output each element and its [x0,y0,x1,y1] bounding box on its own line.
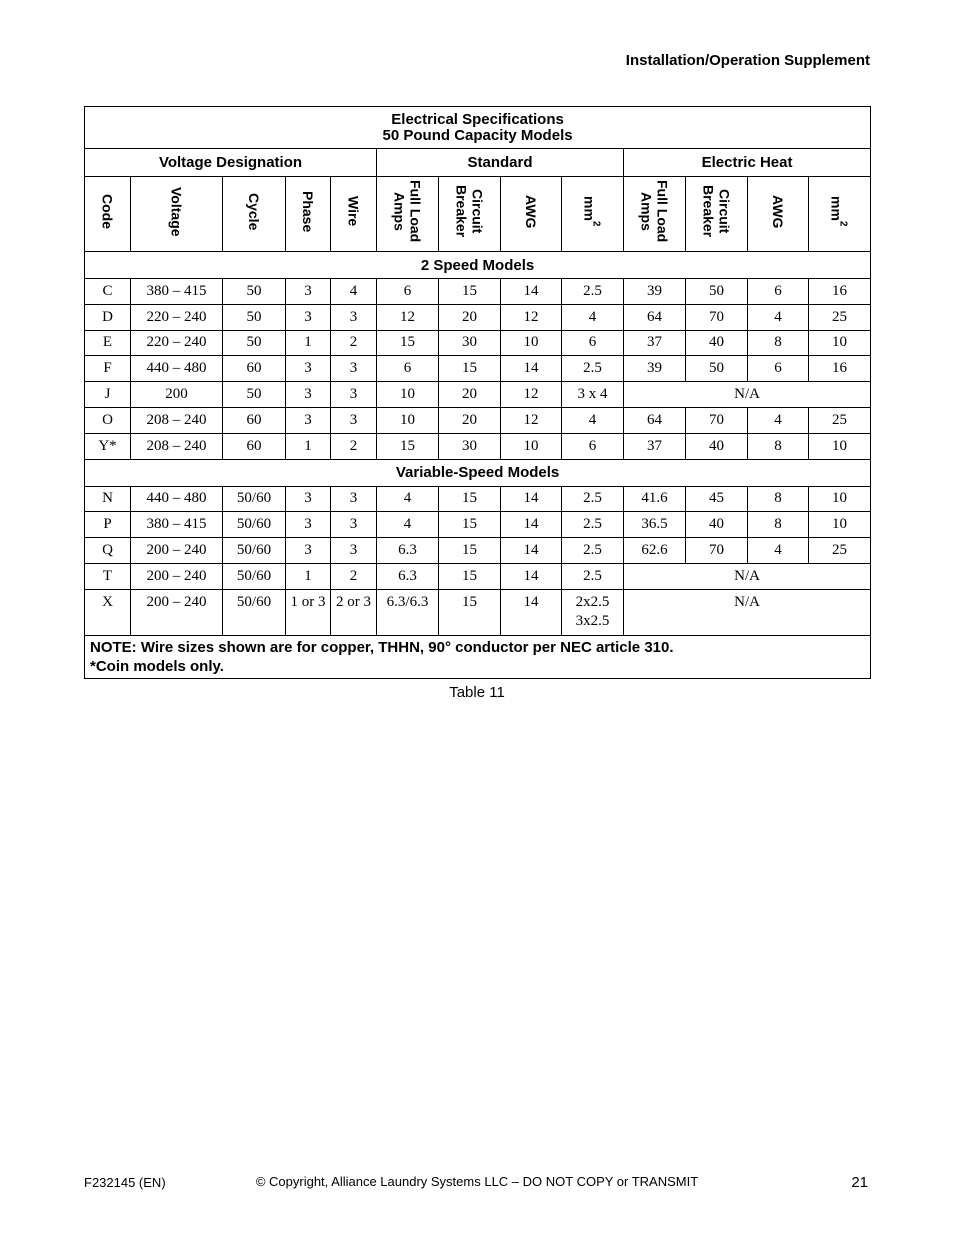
cell-wire: 3 [331,382,377,408]
cell-eh-awg: 6 [748,279,809,305]
cell-cycle: 50 [223,382,286,408]
col-header-cycle: Cycle [223,177,286,252]
cell-phase: 3 [286,486,331,512]
cell-electric-heat-na: N/A [624,589,871,635]
cell-std-circuit-breaker: 20 [439,407,501,433]
cell-std-full-load-amps: 6.3 [377,563,439,589]
cell-eh-mm2: 10 [809,330,871,356]
cell-voltage: 208 – 240 [131,433,223,459]
col-header-eh-awg: AWG [748,177,809,252]
table-caption: Table 11 [449,684,505,701]
cell-eh-awg: 8 [748,486,809,512]
col-header-eh-mm2: $mm^2$ [809,177,871,252]
cell-voltage: 440 – 480 [131,486,223,512]
section-row-two-speed [85,252,871,279]
cell-code: Q [85,538,131,564]
col-header-eh-full-load-amps: Full Load Amps [624,177,686,252]
note-row [85,635,871,678]
cell-std-awg: 14 [501,538,562,564]
cell-eh-circuit-breaker: 40 [686,330,748,356]
cell-cycle: 50/60 [223,538,286,564]
cell-code: P [85,512,131,538]
cell-eh-mm2: 25 [809,538,871,564]
cell-std-circuit-breaker: 15 [439,356,501,382]
cell-voltage: 380 – 415 [131,512,223,538]
cell-std-full-load-amps: 6 [377,279,439,305]
section-variable-speed-models: Variable-Speed Models [85,459,871,486]
cell-eh-circuit-breaker: 40 [686,512,748,538]
cell-voltage: 200 – 240 [131,563,223,589]
cell-eh-full-load-amps: 62.6 [624,538,686,564]
cell-std-awg: 14 [501,589,562,635]
table-title-line-2: 50 Pound Capacity Models [382,126,573,144]
cell-std-circuit-breaker: 15 [439,279,501,305]
table-row [85,382,871,408]
cell-voltage: 440 – 480 [131,356,223,382]
table-row [85,356,871,382]
cell-eh-circuit-breaker: 40 [686,433,748,459]
section-row-variable-speed [85,459,871,486]
cell-electric-heat-na: N/A [624,382,871,408]
table-title-row [85,107,871,149]
table-row [85,304,871,330]
cell-eh-circuit-breaker: 50 [686,356,748,382]
cell-std-awg: 10 [501,330,562,356]
cell-phase: 3 [286,407,331,433]
cell-std-full-load-amps: 6.3/6.3 [377,589,439,635]
cell-eh-mm2: 10 [809,486,871,512]
cell-std-awg: 14 [501,279,562,305]
col-header-wire: Wire [331,177,377,252]
cell-eh-circuit-breaker: 50 [686,279,748,305]
cell-std-circuit-breaker: 20 [439,304,501,330]
cell-std-mm2: 6 [562,433,624,459]
table-row [85,512,871,538]
cell-eh-full-load-amps: 39 [624,356,686,382]
cell-eh-full-load-amps: 36.5 [624,512,686,538]
table-row [85,563,871,589]
cell-eh-full-load-amps: 37 [624,433,686,459]
table-row [85,279,871,305]
cell-std-mm2: 3 x 4 [562,382,624,408]
col-header-std-circuit-breaker: Circuit Breaker [439,177,501,252]
cell-code: F [85,356,131,382]
cell-eh-full-load-amps: 37 [624,330,686,356]
cell-std-awg: 14 [501,356,562,382]
note-line-1: NOTE: Wire sizes shown are for copper, THHN, 90° conductor per NEC article 310. [90,638,674,656]
footer-doc-id: F232145 (EN) [84,1175,166,1190]
cell-std-awg: 12 [501,304,562,330]
cell-phase: 3 [286,304,331,330]
cell-std-mm2-line-2: 3x2.5 [575,612,610,629]
cell-std-mm2: 2.5 [562,563,624,589]
cell-eh-awg: 8 [748,433,809,459]
cell-std-awg: 14 [501,563,562,589]
cell-std-full-load-amps: 12 [377,304,439,330]
cell-eh-circuit-breaker: 45 [686,486,748,512]
cell-wire: 3 [331,407,377,433]
table-title [85,107,871,149]
cell-std-mm2: 4 [562,407,624,433]
col-header-voltage: Voltage [131,177,223,252]
cell-std-full-load-amps: 6 [377,356,439,382]
footer-page-number: 21 [851,1174,868,1191]
cell-std-awg: 14 [501,512,562,538]
cell-cycle: 50 [223,279,286,305]
col-header-phase: Phase [286,177,331,252]
cell-eh-mm2: 10 [809,512,871,538]
cell-wire: 3 [331,486,377,512]
cell-code: T [85,563,131,589]
cell-std-mm2: 2.5 [562,356,624,382]
table-note [85,635,871,678]
cell-wire: 4 [331,279,377,305]
col-header-std-awg: AWG [501,177,562,252]
cell-wire: 2 [331,563,377,589]
cell-std-circuit-breaker: 30 [439,330,501,356]
cell-code: Y* [85,433,131,459]
cell-std-full-load-amps: 10 [377,407,439,433]
note-line-2: *Coin models only. [90,657,224,675]
cell-std-circuit-breaker: 20 [439,382,501,408]
table-row [85,330,871,356]
cell-cycle: 50 [223,304,286,330]
cell-eh-full-load-amps: 64 [624,407,686,433]
cell-eh-circuit-breaker: 70 [686,407,748,433]
cell-cycle: 60 [223,407,286,433]
cell-eh-mm2: 25 [809,407,871,433]
cell-wire: 3 [331,538,377,564]
cell-voltage: 220 – 240 [131,330,223,356]
cell-cycle: 60 [223,433,286,459]
cell-std-mm2: 2.5 [562,486,624,512]
cell-code: C [85,279,131,305]
cell-code: D [85,304,131,330]
col-header-eh-circuit-breaker: Circuit Breaker [686,177,748,252]
cell-std-full-load-amps: 15 [377,330,439,356]
table-title-line-1: Electrical Specifications [391,110,564,128]
cell-eh-full-load-amps: 39 [624,279,686,305]
cell-code: E [85,330,131,356]
cell-std-circuit-breaker: 15 [439,589,501,635]
cell-std-full-load-amps: 4 [377,486,439,512]
cell-std-circuit-breaker: 15 [439,538,501,564]
cell-wire: 3 [331,356,377,382]
cell-phase: 1 [286,563,331,589]
cell-std-circuit-breaker: 15 [439,512,501,538]
cell-std-mm2: 2.5 [562,279,624,305]
page-header-title: Installation/Operation Supplement [625,52,870,69]
table-row-x [85,589,871,635]
cell-eh-mm2: 25 [809,304,871,330]
section-two-speed-models: 2 Speed Models [85,252,871,279]
cell-std-circuit-breaker: 15 [439,563,501,589]
col-header-std-mm2: $mm^2$ [562,177,624,252]
cell-eh-mm2: 10 [809,433,871,459]
cell-wire: 3 [331,304,377,330]
electrical-spec-table [84,106,871,679]
col-header-std-full-load-amps: Full Load Amps [377,177,439,252]
cell-electric-heat-na: N/A [624,563,871,589]
cell-std-circuit-breaker: 30 [439,433,501,459]
cell-phase: 3 [286,356,331,382]
cell-eh-mm2: 16 [809,279,871,305]
cell-eh-awg: 8 [748,330,809,356]
cell-std-mm2: 2.5 [562,512,624,538]
group-voltage-designation: Voltage Designation [85,149,377,177]
cell-cycle: 50/60 [223,563,286,589]
cell-voltage: 200 – 240 [131,589,223,635]
cell-cycle: 50/60 [223,512,286,538]
cell-std-mm2 [562,589,624,635]
cell-eh-mm2: 16 [809,356,871,382]
cell-eh-full-load-amps: 64 [624,304,686,330]
group-electric-heat: Electric Heat [624,149,871,177]
cell-wire: 3 [331,512,377,538]
cell-cycle: 50/60 [223,486,286,512]
cell-phase: 1 or 3 [286,589,331,635]
col-header-code: Code [85,177,131,252]
cell-phase: 3 [286,512,331,538]
cell-std-mm2-line-1: 2x2.5 [575,593,610,610]
cell-phase: 1 [286,433,331,459]
column-header-row [85,177,871,252]
cell-std-full-load-amps: 15 [377,433,439,459]
cell-std-full-load-amps: 6.3 [377,538,439,564]
cell-eh-circuit-breaker: 70 [686,538,748,564]
cell-eh-awg: 4 [748,304,809,330]
cell-phase: 3 [286,538,331,564]
cell-std-awg: 12 [501,407,562,433]
cell-code: X [85,589,131,635]
table-row [85,433,871,459]
table-row [85,407,871,433]
cell-std-mm2: 4 [562,304,624,330]
cell-std-full-load-amps: 4 [377,512,439,538]
cell-std-full-load-amps: 10 [377,382,439,408]
cell-code: N [85,486,131,512]
table-row [85,538,871,564]
cell-eh-full-load-amps: 41.6 [624,486,686,512]
cell-code: J [85,382,131,408]
cell-phase: 3 [286,279,331,305]
cell-std-awg: 10 [501,433,562,459]
cell-cycle: 50/60 [223,589,286,635]
table-row [85,486,871,512]
cell-phase: 3 [286,382,331,408]
cell-cycle: 50 [223,330,286,356]
cell-eh-awg: 8 [748,512,809,538]
cell-voltage: 208 – 240 [131,407,223,433]
cell-std-awg: 12 [501,382,562,408]
cell-eh-awg: 6 [748,356,809,382]
group-header-row [85,149,871,177]
cell-wire: 2 or 3 [331,589,377,635]
cell-std-mm2: 2.5 [562,538,624,564]
cell-eh-circuit-breaker: 70 [686,304,748,330]
cell-eh-awg: 4 [748,407,809,433]
cell-std-awg: 14 [501,486,562,512]
cell-std-circuit-breaker: 15 [439,486,501,512]
cell-voltage: 220 – 240 [131,304,223,330]
cell-voltage: 200 [131,382,223,408]
cell-phase: 1 [286,330,331,356]
cell-std-mm2: 6 [562,330,624,356]
cell-wire: 2 [331,433,377,459]
cell-voltage: 200 – 240 [131,538,223,564]
footer-copyright: © Copyright, Alliance Laundry Systems LLC – DO NOT COPY or TRANSMIT [255,1174,699,1189]
cell-cycle: 60 [223,356,286,382]
cell-eh-awg: 4 [748,538,809,564]
cell-code: O [85,407,131,433]
group-standard: Standard [377,149,624,177]
cell-wire: 2 [331,330,377,356]
cell-voltage: 380 – 415 [131,279,223,305]
